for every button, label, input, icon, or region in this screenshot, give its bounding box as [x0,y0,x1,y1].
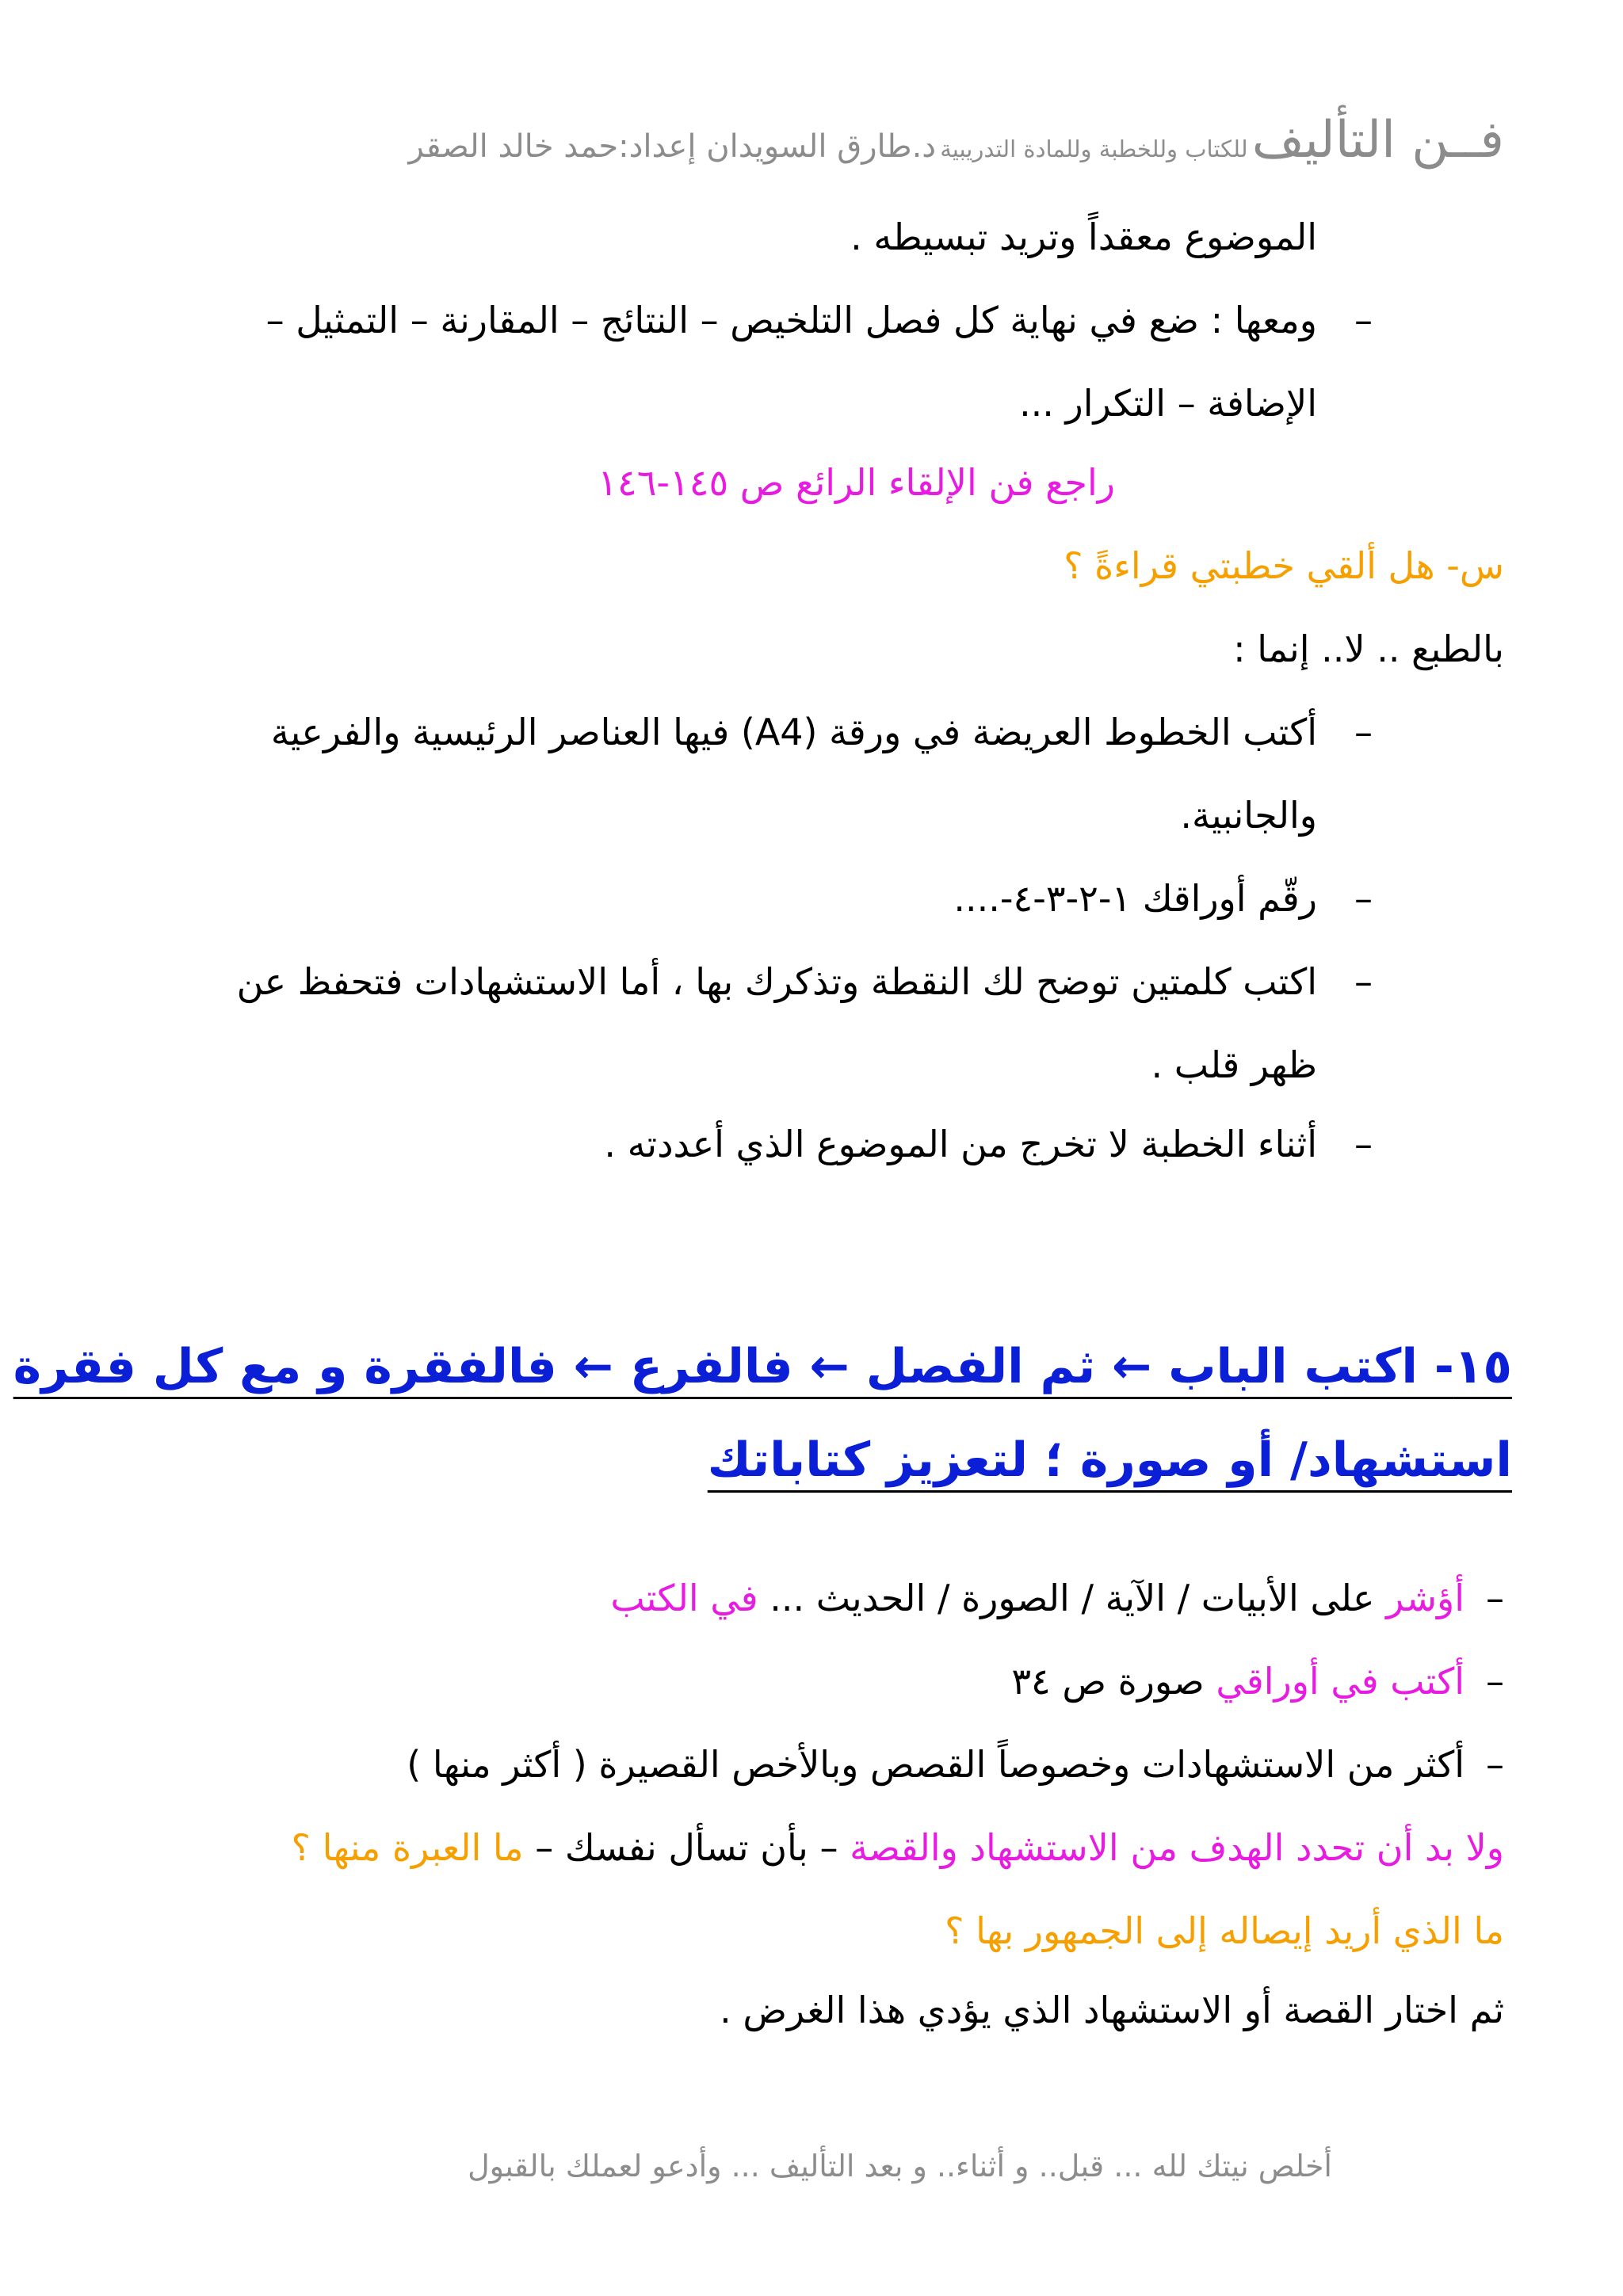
plain-text: على الأبيات / الآية / الصورة / الحديث ... [758,1577,1387,1619]
header-title: فــن التأليف [1251,111,1504,170]
text-line: أثناء الخطبة لا تخرج من الموضوع الذي أعددته . [604,1123,1317,1165]
closing-line: ثم اختار القصة أو الاستشهاد الذي يؤدي هذا الغرض . [720,1989,1504,2031]
text-line: الموضوع معقداً وتريد تبسيطه . [850,215,1317,258]
bullet-dash: – [1354,877,1373,920]
closing-line [292,1826,1504,1869]
highlight-text: ما العبرة منها ؟ [291,1826,524,1869]
bullet-dash: – [1354,299,1373,341]
plain-text: – بأن تسأل نفسك – [523,1826,850,1869]
page-header [408,111,1504,170]
bullet-dash: – [1486,1743,1504,1786]
text-line: أكتب الخطوط العريضة في ورقة (A4) فيها العناصر الرئيسية والفرعية [270,711,1317,753]
highlight-text: أكتب في أوراقي [1216,1660,1465,1703]
plain-text: صورة ص ٣٤ [1011,1660,1216,1703]
bullet-dash: – [1486,1577,1504,1619]
section-heading-line-2: استشهاد/ أو صورة ؛ لتعزيز كتاباتك [707,1432,1512,1488]
bullet-dash: – [1354,1123,1373,1165]
text-line: بالطبع .. لا.. إنما : [1233,627,1504,670]
text-line: ومعها : ضع في نهاية كل فصل التلخيص – النتائج – المقارنة – التمثيل – [265,299,1317,341]
text-line: اكتب كلمتين توضح لك النقطة وتذكرك بها ، أما الاستشهادات فتحفظ عن [236,960,1317,1003]
text-line: الإضافة – التكرار ... [1019,382,1317,425]
reference-line: راجع فن الإلقاء الرائع ص ١٤٥-١٤٦ [598,461,1115,504]
page-footer: أخلص نيتك لله ... قبل.. و أثناء.. و بعد التأليف ... وأدعو لعملك بالقبول [468,2149,1332,2183]
question-line: س- هل ألقي خطبتي قراءةً ؟ [1064,544,1504,587]
header-subtitle: للكتاب وللخطبة وللمادة التدريبية [940,135,1248,162]
bullet-dash: – [1486,1660,1504,1703]
highlight-text: ولا بد أن تحدد الهدف من الاستشهاد والقصة [850,1826,1504,1869]
text-line: والجانبية. [1180,794,1317,837]
header-author: د.طارق السويدان إعداد:حمد خالد الصقر [408,128,937,165]
section-heading-line-1: ١٥- اكتب الباب ← ثم الفصل ← فالفرع ← فالفقرة و مع كل فقرة [13,1339,1512,1394]
highlight-text: أؤشر [1386,1577,1465,1619]
highlight-text: في الكتب [610,1577,758,1619]
bullet-dash: – [1354,711,1373,753]
text-line: ظهر قلب . [1151,1043,1317,1086]
bullet-dash: – [1354,960,1373,1003]
bullet-line [1011,1660,1465,1703]
text-line: رقّم أوراقك ١-٢-٣-٤-.... [953,877,1317,920]
bullet-line: أكثر من الاستشهادات وخصوصاً القصص وبالأخص القصيرة ( أكثر منها ) [407,1743,1465,1786]
closing-question: ما الذي أريد إيصاله إلى الجمهور بها ؟ [945,1909,1504,1952]
bullet-line [610,1577,1465,1619]
